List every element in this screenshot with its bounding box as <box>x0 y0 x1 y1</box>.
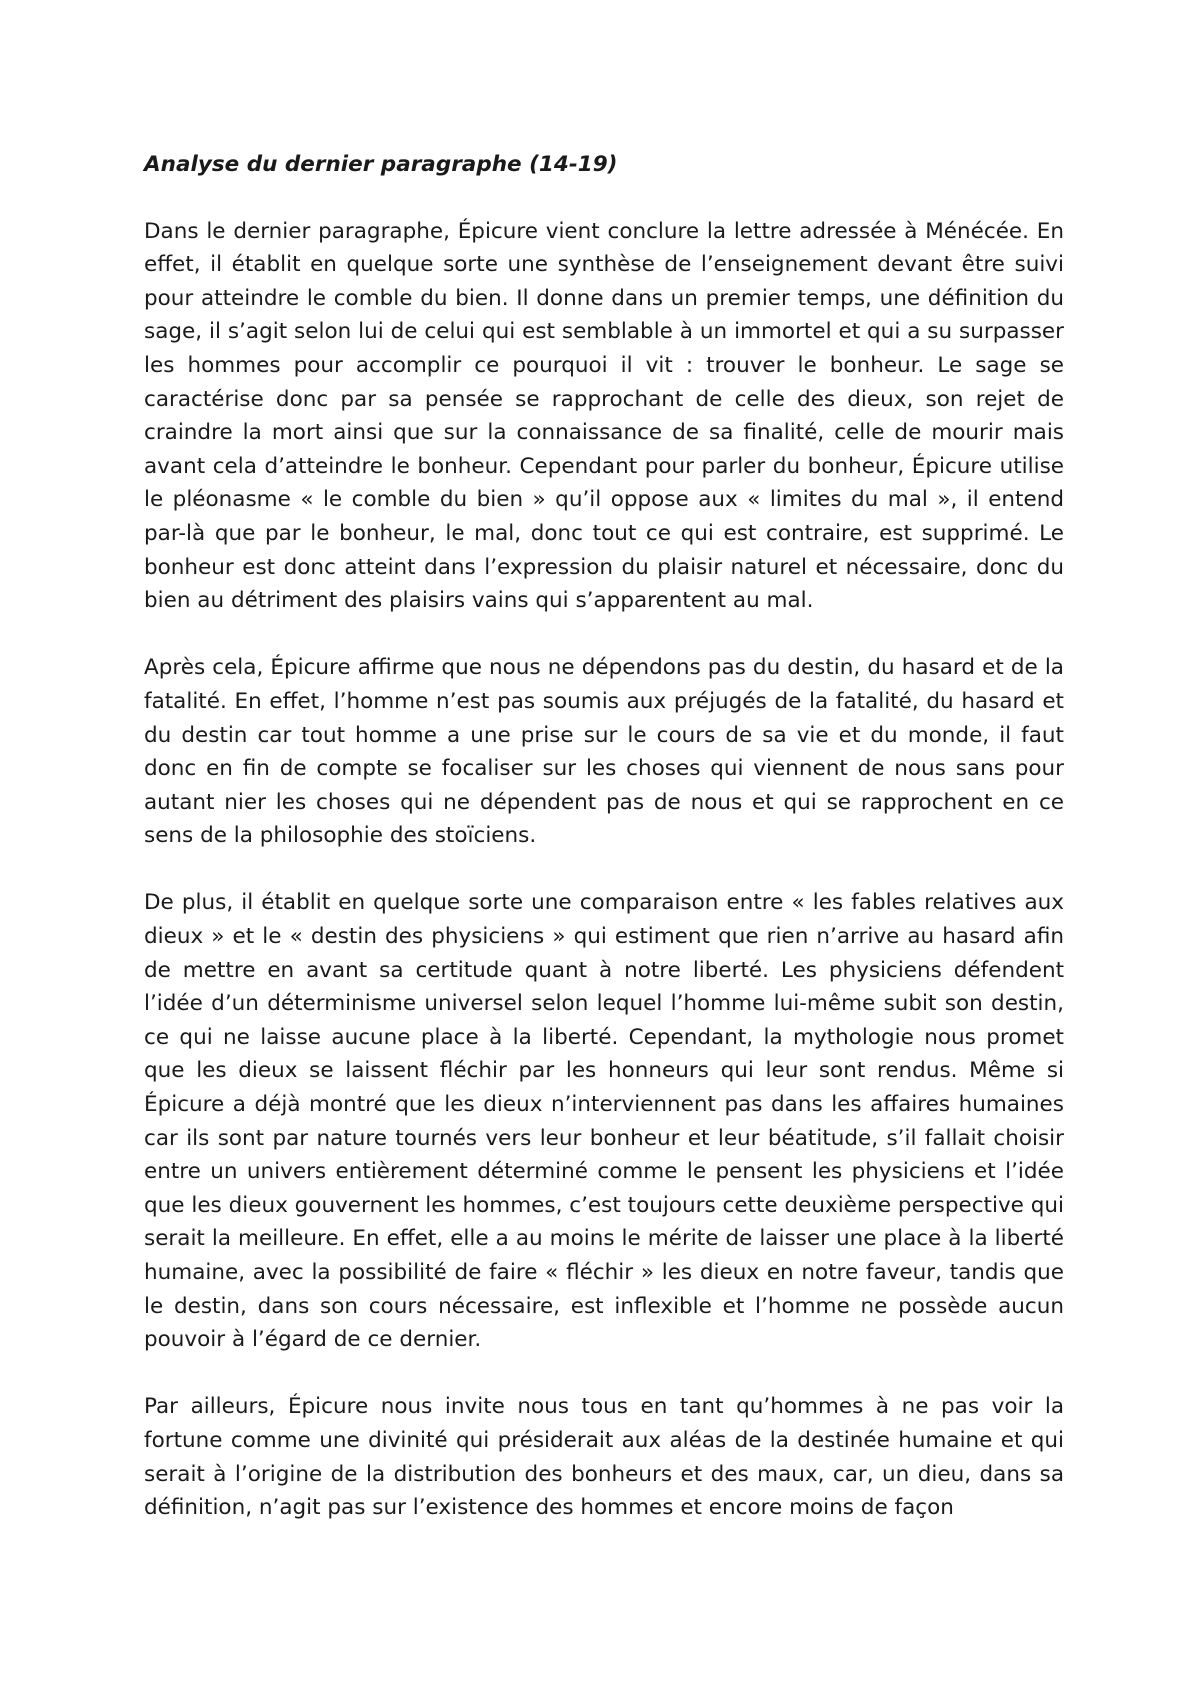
paragraph-3: De plus, il établit en quelque sorte une comparaison entre « les fables relatives aux dieux » et le « destin des physiciens » qui estiment que rien n’arrive au hasard afin de mettre en avant sa certitude quant à notre liberté. Les physiciens défendent l’idée d’un déterminisme universel selon lequel l’homme lui-même subit son destin, ce qui ne laisse aucune place à la liberté. Cependant, la mythologie nous promet que les dieux se laissent fléchir par les honneurs qui leur sont rendus. Même si Épicure a déjà montré que les dieux n’interviennent pas dans les affaires humaines car ils sont par nature tournés vers leur bonheur et leur béatitude, s’il fallait choisir entre un univers entièrement déterminé comme le pensent les physiciens et l’idée que les dieux gouvernent les hommes, c’est toujours cette deuxième perspective qui serait la meilleure. En effet, elle a au moins le mérite de laisser une place à la liberté humaine, avec la possibilité de faire « fléchir » les dieux en notre faveur, tandis que le destin, dans son cours nécessaire, est inflexible et l’homme ne possède aucun pouvoir à l’égard de ce dernier. <box>144 890 1064 1353</box>
paragraph-2: Après cela, Épicure affirme que nous ne dépendons pas du destin, du hasard et de la fatalité. En effet, l’homme n’est pas soumis aux préjugés de la fatalité, du hasard et du destin car tout homme a une prise sur le cours de sa vie et du monde, il faut donc en fin de compte se focaliser sur les choses qui viennent de nous sans pour autant nier les choses qui ne dépendent pas de nous et qui se rapprochent en ce sens de la philosophie des stoïciens. <box>144 655 1064 849</box>
paragraph-4: Par ailleurs, Épicure nous invite nous tous en tant qu’hommes à ne pas voir la fortune comme une divinité qui présiderait aux aléas de la destinée humaine et qui serait à l’origine de la distribution des bonheurs et des maux, car, un dieu, dans sa définition, n’agit pas sur l’existence des hommes et encore moins de façon <box>144 1394 1064 1521</box>
document-title: Analyse du dernier paragraphe (14-19) <box>144 152 618 177</box>
document-body <box>144 148 1064 1525</box>
paragraph-1: Dans le dernier paragraphe, Épicure vient conclure la lettre adressée à Ménécée. En effet, il établit en quelque sorte une synthèse de l’enseignement devant être suivi pour atteindre le comble du bien. Il donne dans un premier temps, une définition du sage, il s’agit selon lui de celui qui est semblable à un immortel et qui a su surpasser les hommes pour accomplir ce pourquoi il vit : trouver le bonheur. Le sage se caractérise donc par sa pensée se rapprochant de celle des dieux, son rejet de craindre la mort ainsi que sur la connaissance de sa finalité, celle de mourir mais avant cela d’atteindre le bonheur. Cependant pour parler du bonheur, Épicure utilise le pléonasme « le comble du bien » qu’il oppose aux « limites du mal », il entend par-là que par le bonheur, le mal, donc tout ce qui est contraire, est supprimé. Le bonheur est donc atteint dans l’expression du plaisir naturel et nécessaire, donc du bien au détriment des plaisirs vains qui s’apparentent au mal. <box>144 218 1064 614</box>
